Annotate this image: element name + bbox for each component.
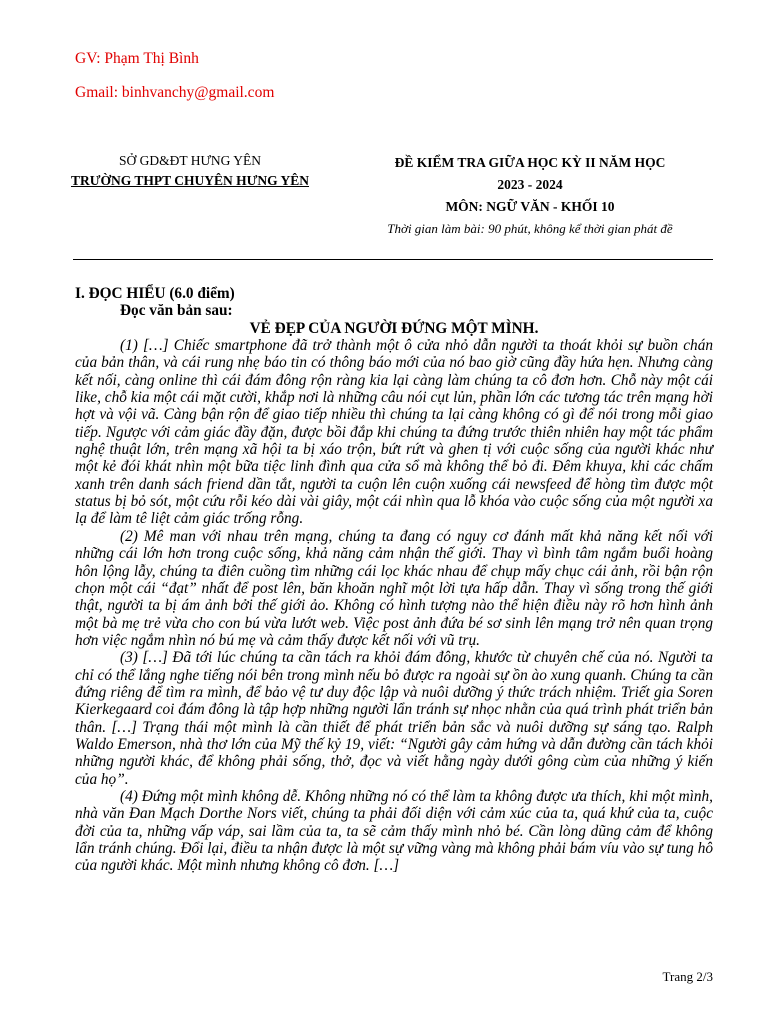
- passage-paragraph-2: (2) Mê man với nhau trên mạng, chúng ta đang có nguy cơ đánh mất khả năng kết nối với những cái lớn hơn trong cuộc sống, khả năng cảm nhận thế giới. Thay vì bình tâm ngắm buổi hoàng hôn lộng lẫy, chúng ta điên cuồng tìm những cái lọc khác nhau để chụp mấy chục cái ảnh, rồi bận rộn chọn một cái “đạt” nhất để post lên, băn khoăn nghĩ một lời tựa hấp dẫn. Thay vì sống trong thế giới thật, người ta bị ám ảnh bởi thế giới ảo. Không có hình tượng nào thể hiện điều này rõ hơn hình ảnh một bà mẹ trẻ vừa cho con bú vừa lướt web. Việc post ảnh đứa bé sơ sinh lên mạng trở nên quan trọng hơn việc ngắm nhìn nó bú mẹ và cảm thấy được kết nối với vũ trụ.: [75, 527, 713, 649]
- reading-section: [75, 285, 713, 875]
- exam-title: ĐỀ KIỂM TRA GIỮA HỌC KỲ II NĂM HỌC: [394, 155, 666, 170]
- passage-paragraph-3: (3) […] Đã tới lúc chúng ta cần tách ra khỏi đám đông, khước từ chuyên chế của nó. Người ta chỉ có thể lắng nghe tiếng nói bên trong mình nếu bỏ được ra ngoài sự ồn ào xung quanh. Chúng ta cần đứng riêng để tìm ra mình, để bảo vệ tư duy độc lập và nuôi dưỡng ý thức trách nhiệm. Triết gia Soren Kierkegaard coi đám đông là tập hợp những người lẩn tránh sự nhọc nhằn của quá trình phát triển bản thân. […] Trạng thái một mình là cần thiết để phát triển bản sắc và nuôi dưỡng sự sáng tạo. Ralph Waldo Emerson, nhà thơ lớn của Mỹ thế kỷ 19, viết: “Người gây cảm hứng và dẫn đường cần tách khỏi những người khác, để không phải sống, thở, đọc và viết hằng ngày dưới gông cùm của những ý kiến của họ”.: [75, 649, 713, 788]
- section-heading: I. ĐỌC HIỂU (6.0 điểm): [75, 285, 235, 302]
- passage-title: VẺ ĐẸP CỦA NGƯỜI ĐỨNG MỘT MÌNH.: [249, 319, 539, 337]
- exam-time: Thời gian làm bài: 90 phút, không kể thời gian phát đề: [387, 221, 673, 236]
- teacher-email: Gmail: binhvanchy@gmail.com: [75, 84, 275, 101]
- exam-subject: MÔN: NGỮ VĂN - KHỐI 10: [445, 199, 615, 214]
- department-name: SỞ GD&ĐT HƯNG YÊN: [118, 153, 262, 168]
- exam-year: 2023 - 2024: [497, 177, 563, 192]
- teacher-name: GV: Phạm Thị Bình: [75, 50, 199, 67]
- header-divider: [73, 259, 713, 260]
- reading-instruction: Đọc văn bản sau:: [120, 302, 233, 320]
- passage-paragraph-4: (4) Đứng một mình không dễ. Không những nó có thể làm ta không được ưa thích, khi một mình, nhà văn Đan Mạch Dorthe Nors viết, chúng ta phải đối diện với cảm xúc của ta, quá khứ của ta, cuộc đời của ta, những vấp váp, sai lầm của ta, ta sẽ cảm thấy mình nhỏ bé. Cần lòng dũng cảm để không lẩn tránh chúng. Đổi lại, điều ta nhận được là một sự vững vàng mà không phải bám víu vào sự tung hô của người khác. Một mình nhưng không cô đơn. […]: [75, 787, 713, 875]
- exam-header: [360, 152, 700, 240]
- page-number: Trang 2/3: [662, 969, 713, 984]
- passage-paragraph-1: (1) […] Chiếc smartphone đã trở thành một ô cửa nhỏ dẫn người ta thoát khỏi sự buồn chán của bản thân, và cái rung nhẹ báo tin có thông báo mới của nó bao giờ cũng đầy hứa hẹn. Nhưng càng kết nối, càng online thì cái đám đông rộn ràng kia lại càng làm chúng ta cô đơn hơn. Chỗ này một cái like, chỗ kia một cái mặt cười, khắp nơi là những câu nói cụt lủn, phần lớn các tương tác trên mạng hời hợt và vội vã. Càng bận rộn để giao tiếp nhiều thì chúng ta lại càng không có gì để nói trong mỗi giao tiếp. Ngược với cảm giác đầy đặn, được bồi đắp khi chúng ta đứng trước thiên nhiên hay một tác phẩm nghệ thuật lớn, trên mạng xã hội ta bị xáo trộn, bứt rứt và ghen tị với cuộc sống của người khác như một kẻ đói khát nhìn một bữa tiệc linh đình qua cửa sổ mà không thể bỏ đi. Đêm khuya, khi các chấm xanh trên danh sách friend dần tắt, người ta cuộn lên cuộn xuống cái newsfeed để hòng tìm được một status bị bỏ sót, một cứu rỗi kéo dài vài giây, một cái nhìn qua lỗ khóa vào cuộc sống của một người xa lạ để làm tê liệt cảm giác trống rỗng.: [75, 337, 713, 528]
- school-header: [60, 151, 320, 191]
- school-name: TRƯỜNG THPT CHUYÊN HƯNG YÊN: [70, 173, 310, 188]
